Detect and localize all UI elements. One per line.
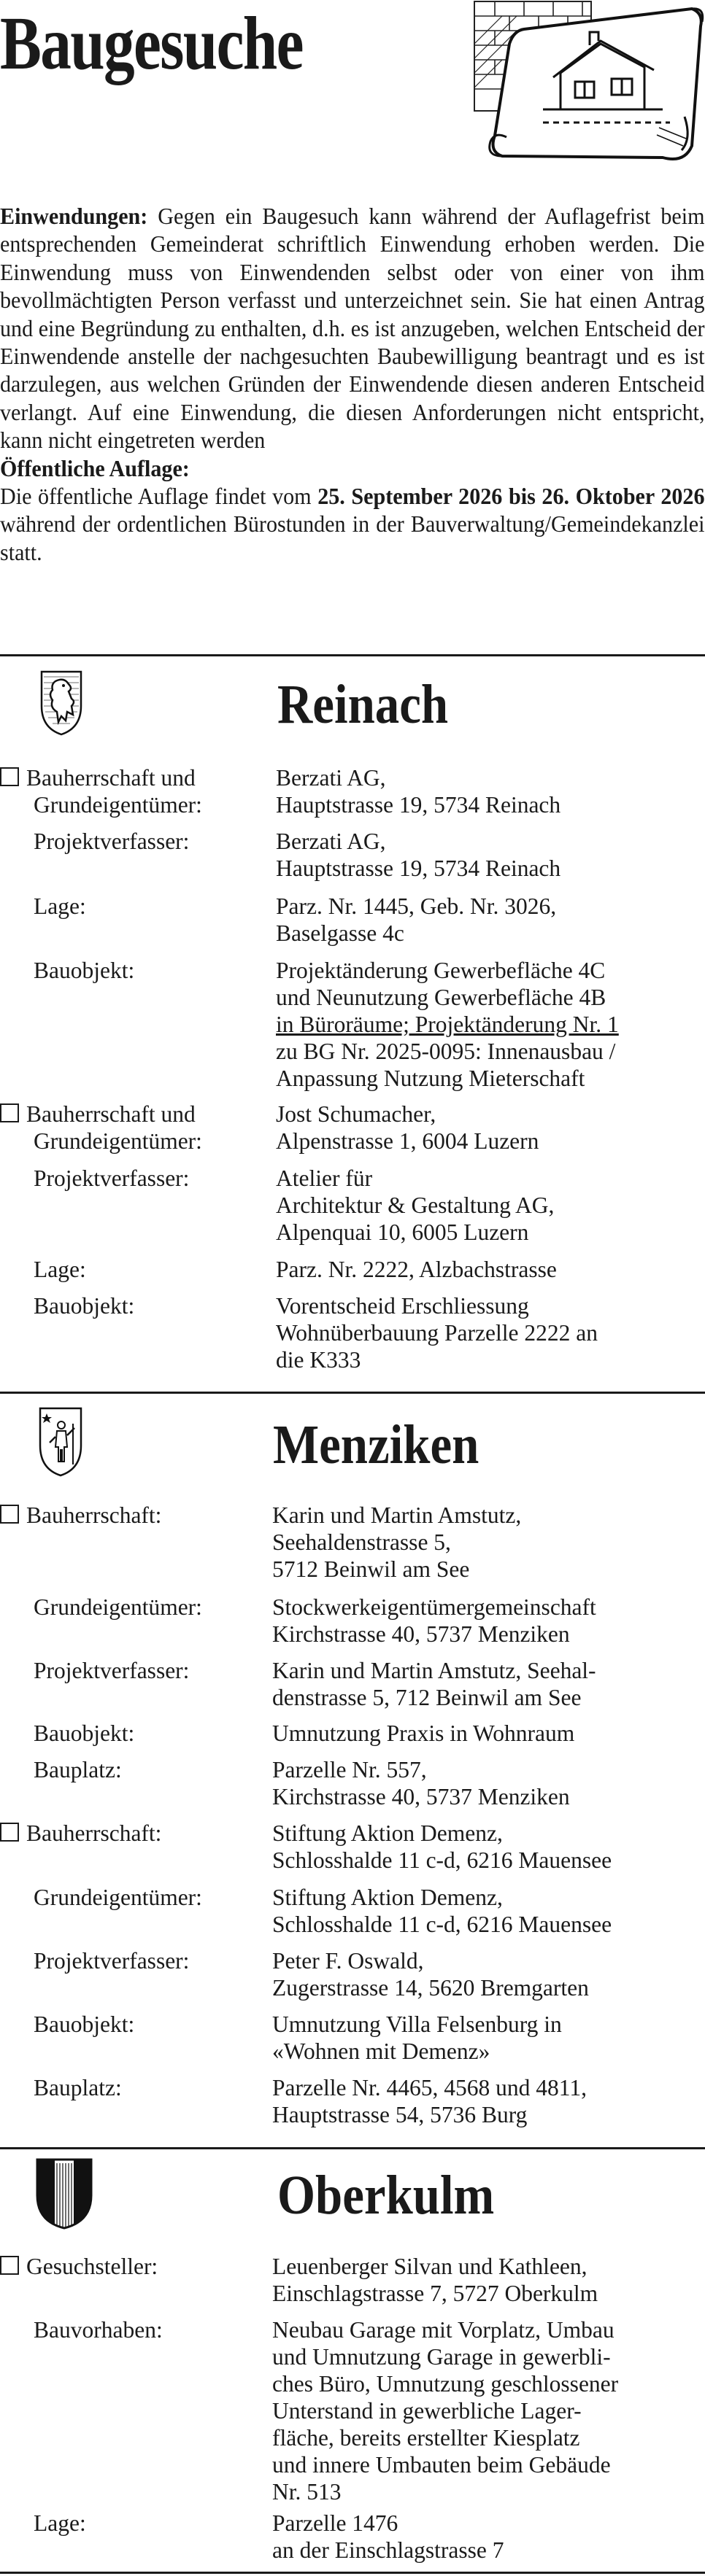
entry-value: Atelier für Architektur & Gestaltung AG, Alpenquai 10, 6005 Luzern [276, 1165, 555, 1245]
entry-label: Projektverfasser: [34, 1165, 190, 1191]
section-divider [0, 1392, 705, 1394]
section-divider [0, 2147, 705, 2149]
entry-value: Karin und Martin Amstutz, Seehal- denstrasse 5, 712 Beinwil am See [272, 1658, 596, 1710]
entry-value: Stiftung Aktion Demenz, Schlosshalde 11 c-d, 6216 Mauensee [272, 1885, 612, 1937]
page-title: Baugesuche [0, 1, 303, 85]
section-title-menziken: Menziken [273, 1414, 479, 1475]
entry-value: Leuenberger Silvan und Kathleen, Einschlagstrasse 7, 5727 Oberkulm [272, 2254, 598, 2306]
entry-value: Peter F. Oswald, Zugerstrasse 14, 5620 Bremgarten [272, 1948, 589, 2001]
section-title-oberkulm: Oberkulm [277, 2165, 495, 2226]
entry-label: Bauplatz: [34, 2075, 122, 2100]
reference-link-text: in Büroräume; Projektänderung Nr. 1 [276, 1012, 619, 1037]
einwendungen-text: Gegen ein Baugesuch kann während der Auflagefrist beim entsprechenden Gemeinderat schriftlich Einwendung erhoben werden. Die Einwendung muss von Einwendenden selbst oder von einer von ihm bevollmächtigten Person verfasst und unterzeichnet sein. Sie hat einen Antrag und eine Begründung zu enthalten, d.h. es ist anzugeben, welchen Entscheid der Einwendende anstelle der nachgesuchten Baubewilligung beantragt und es ist darzulegen, aus welchen Gründen der Einwendende diesen anderen Entscheid verlangt. Auf eine Einwendung, die diesen Anforderungen nicht entspricht, kann nicht eingetreten werden [0, 203, 705, 454]
entry-label: Bauvorhaben: [34, 2317, 163, 2343]
checkbox-icon [0, 1823, 19, 1842]
entry-label: Grundeigentümer: [34, 1128, 202, 1154]
entry-value: Hauptstrasse 19, 5734 Reinach [276, 792, 561, 818]
entry-value: Parzelle Nr. 557, Kirchstrasse 40, 5737 Menziken [272, 1757, 570, 1809]
entry-value: Berzati AG, [276, 765, 386, 791]
checkbox-icon [0, 2256, 19, 2275]
entry-label: Grundeigentümer: [34, 1594, 202, 1620]
entry-value: Neubau Garage mit Vorplatz, Umbau und Umnutzung Garage in gewerbli- ches Büro, Umnutzung geschlossener Unterstand in gewerbliche Lager- fläche, bereits erstellter Kiesplatz und innere Umbauten beim Gebäude Nr. 513 [272, 2317, 619, 2505]
entry-value: Projektänderung Gewerbefläche 4C und Neunutzung Gewerbefläche 4B in Büroräume; Projektänderung Nr. 1 zu BG Nr. 2025-0095: Innenausbau / Anpassung Nutzung Mieterschaft [276, 958, 619, 1091]
entry-value: Stockwerkeigentümergemeinschaft Kirchstrasse 40, 5737 Menziken [272, 1594, 596, 1647]
checkbox-icon [0, 1505, 19, 1524]
entry-value: Parzelle Nr. 4465, 4568 und 4811, Hauptstrasse 54, 5736 Burg [272, 2075, 588, 2127]
section-title-reinach: Reinach [277, 674, 449, 735]
entry-label: Grundeigentümer: [34, 792, 202, 818]
entry-label: Bauherrschaft: [0, 1502, 161, 1529]
einwendungen-label: Einwendungen: [0, 203, 148, 229]
entry-value: Parzelle 1476 an der Einschlagstrasse 7 [272, 2510, 504, 2563]
entry-label: Lage: [34, 893, 86, 919]
entry-label: Projektverfasser: [34, 1658, 190, 1683]
entry-value: Jost Schumacher, [276, 1101, 436, 1127]
entry-value: Karin und Martin Amstutz, Seehaldenstrasse 5, 5712 Beinwil am See [272, 1502, 522, 1582]
menziken-crest-icon [38, 1406, 83, 1478]
checkbox-icon [0, 767, 19, 786]
entry-label: Bauobjekt: [34, 958, 135, 983]
entry-label: Bauherrschaft und [0, 764, 196, 791]
auflage-text-2: während der ordentlichen Bürostunden in der Bauverwaltung/Gemeindekanzlei statt. [0, 511, 705, 565]
checkbox-icon [0, 1103, 19, 1122]
auflage-label: Öffentliche Auflage: [0, 455, 190, 481]
entry-value: Umnutzung Villa Felsenburg in «Wohnen mit Demenz» [272, 2011, 562, 2064]
section-divider [0, 654, 705, 656]
entry-label: Bauherrschaft: [0, 1820, 161, 1847]
einwendungen-paragraph [0, 203, 705, 455]
intro-text [0, 203, 705, 567]
entry-label: Grundeigentümer: [34, 1885, 202, 1910]
entry-label: Gesuchsteller: [0, 2253, 158, 2280]
section-divider [0, 2572, 705, 2574]
entry-label: Bauobjekt: [34, 2011, 135, 2037]
entry-label: Bauobjekt: [34, 1720, 135, 1746]
auflage-text-1: Die öffentliche Auflage findet vom [0, 484, 318, 510]
entry-value: Stiftung Aktion Demenz, Schlosshalde 11 c-d, 6216 Mauensee [272, 1820, 612, 1873]
reinach-crest-icon [39, 670, 83, 737]
entry-label: Projektverfasser: [34, 829, 190, 854]
entry-value: Umnutzung Praxis in Wohnraum [272, 1720, 575, 1746]
entry-label: Lage: [34, 1257, 86, 1282]
entry-value: Alpenstrasse 1, 6004 Luzern [276, 1128, 539, 1154]
entry-label: Projektverfasser: [34, 1948, 190, 1974]
entry-value: Berzati AG, Hauptstrasse 19, 5734 Reinach [276, 829, 561, 881]
auflage-paragraph [0, 483, 705, 567]
oberkulm-crest-icon [35, 2157, 93, 2230]
entry-value: Vorentscheid Erschliessung Wohnüberbauung Parzelle 2222 an die K333 [276, 1293, 598, 1373]
entry-value: Parz. Nr. 1445, Geb. Nr. 3026, Baselgasse 4c [276, 893, 557, 946]
entry-value: Parz. Nr. 2222, Alzbachstrasse [276, 1257, 557, 1282]
entry-label: Bauobjekt: [34, 1293, 135, 1319]
auflage-dates: 25. September 2026 bis 26. Oktober 2026 [317, 484, 705, 510]
building-plan-illustration [473, 0, 705, 166]
entry-label: Lage: [34, 2510, 86, 2536]
entry-label: Bauherrschaft und [0, 1101, 196, 1128]
auflage-heading [0, 455, 705, 483]
entry-label: Bauplatz: [34, 1757, 122, 1782]
